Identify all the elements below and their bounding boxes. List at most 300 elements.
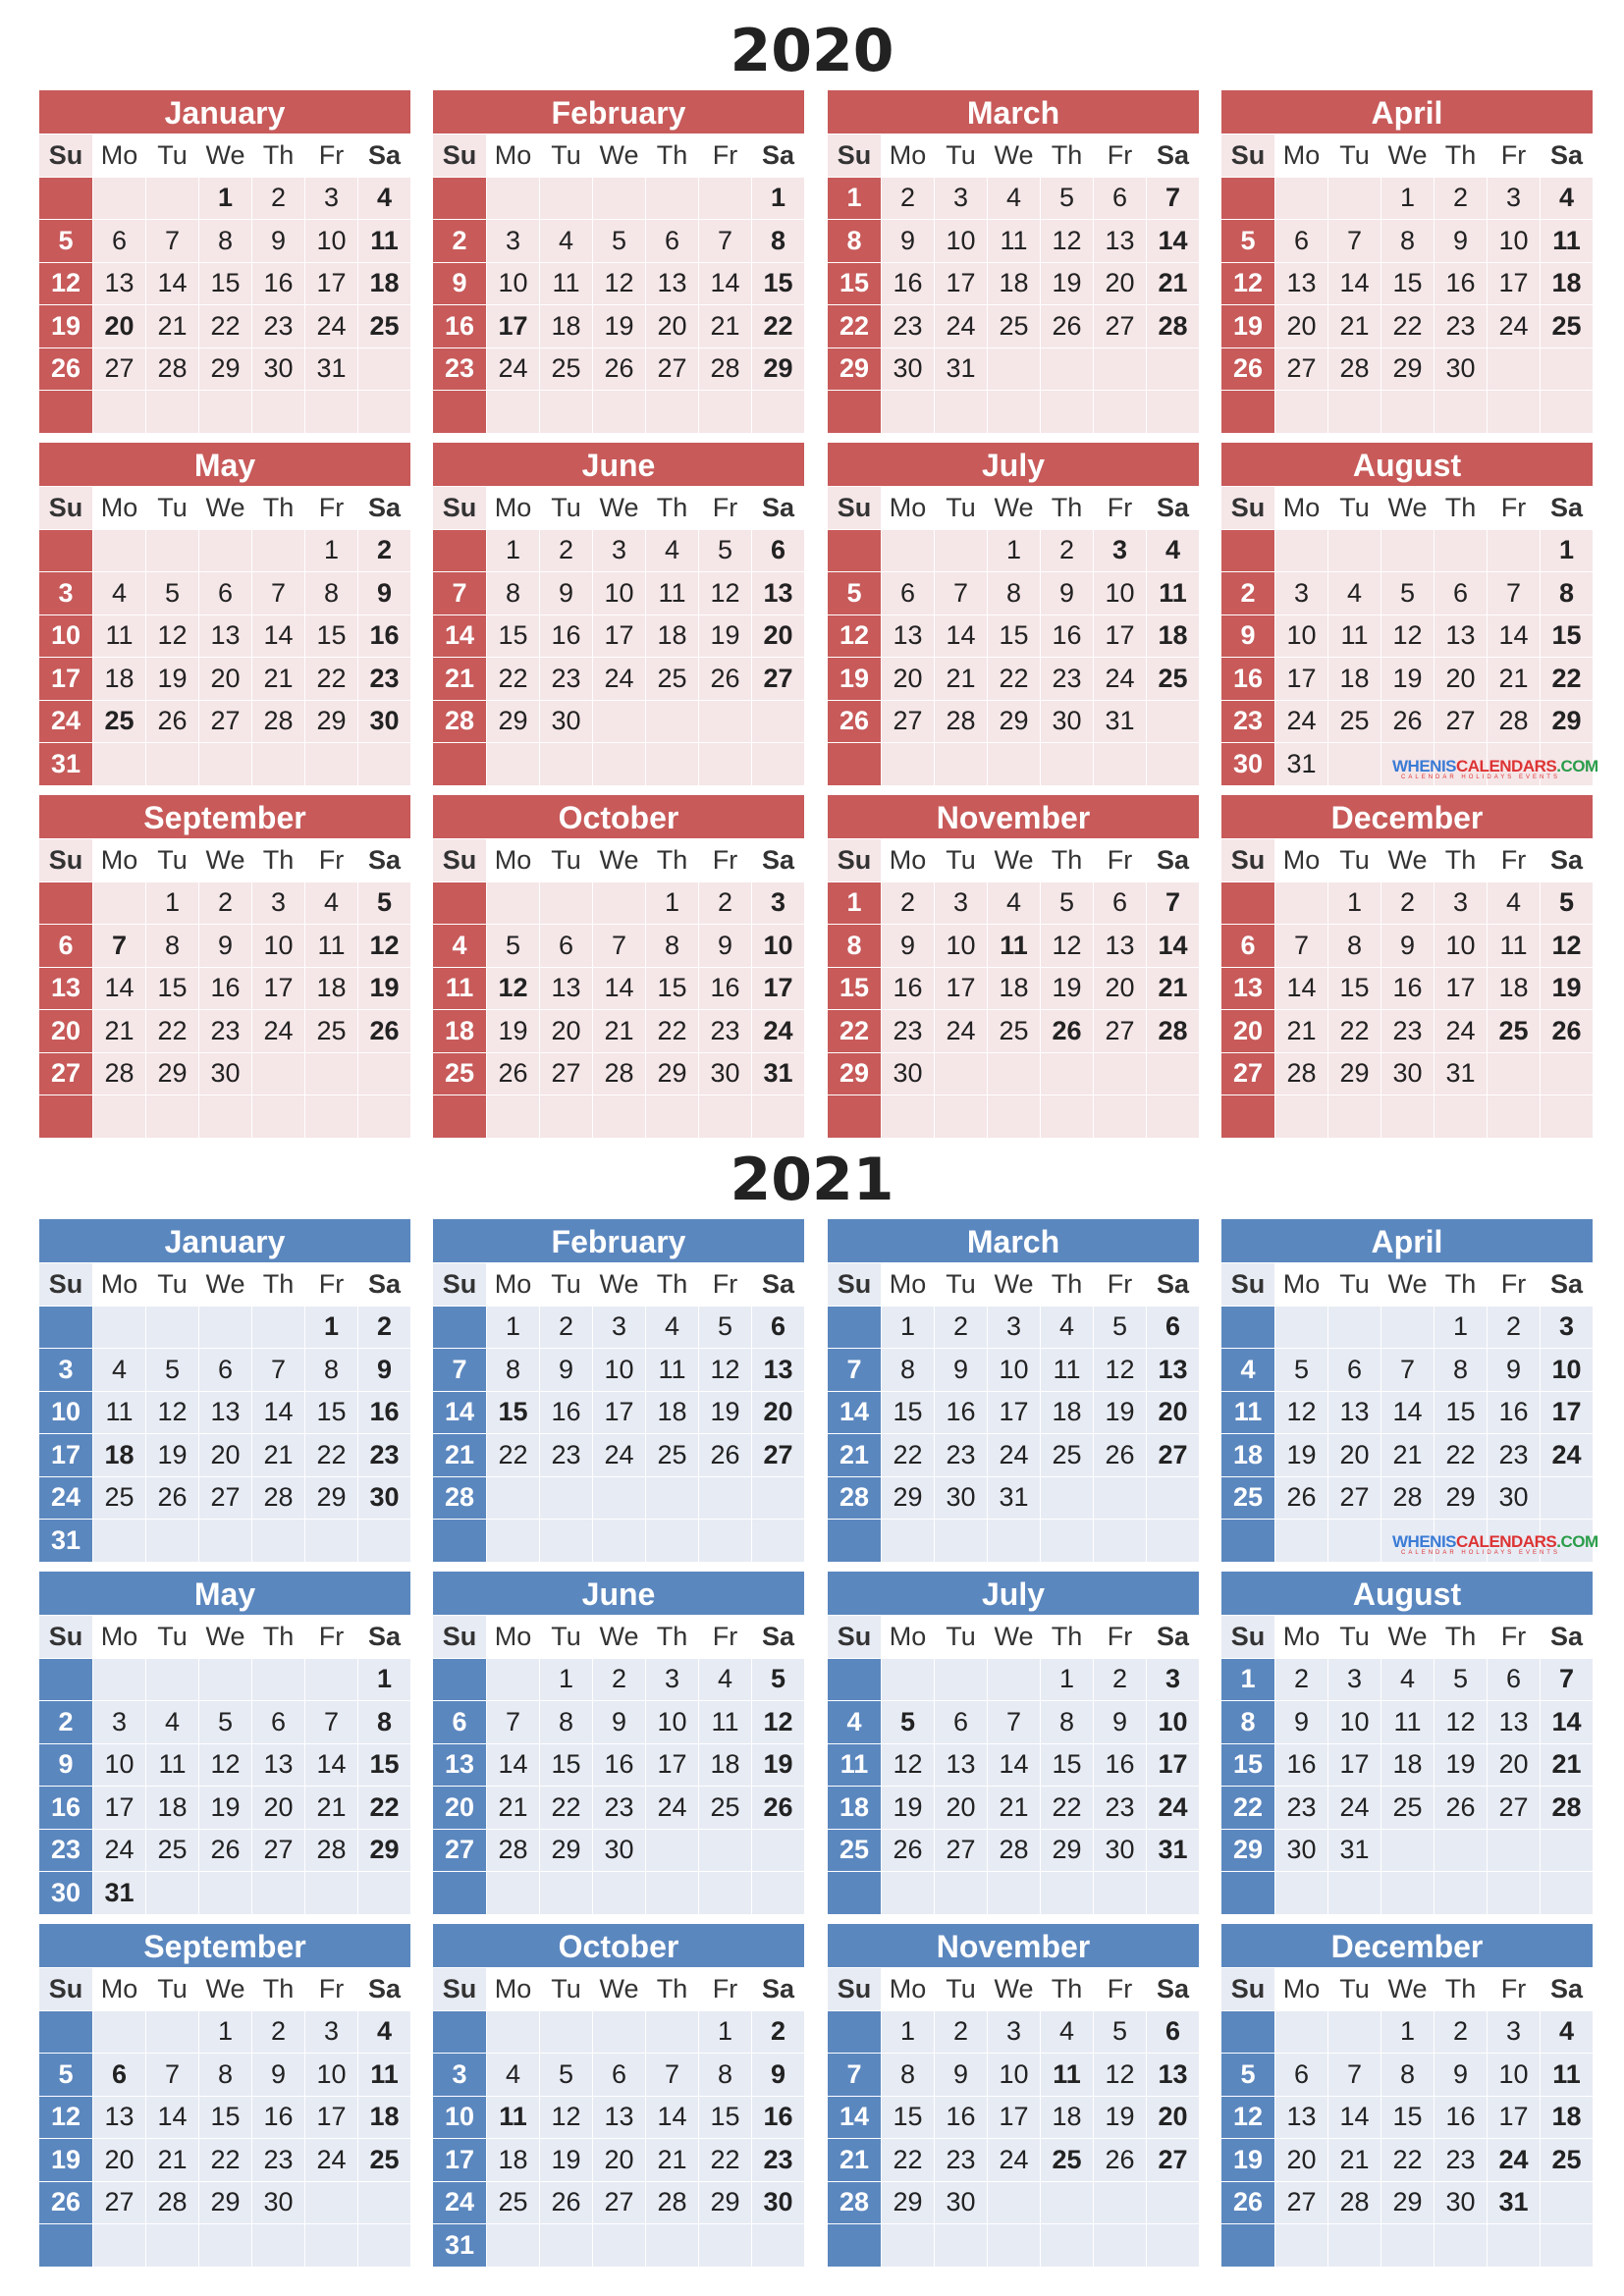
day-cell: 31 <box>1275 743 1327 785</box>
weekday-header: Sa <box>1541 134 1593 177</box>
day-cell: 1 <box>828 882 881 925</box>
day-grid <box>828 1262 1199 1562</box>
watermark-text: WHENISCALENDARS.COM <box>1392 757 1598 775</box>
day-cell: 7 <box>252 1349 304 1391</box>
weekday-header: Tu <box>935 134 987 177</box>
weekday-header: Sa <box>358 1968 410 2010</box>
day-cell: 3 <box>752 882 804 925</box>
day-cell: 4 <box>358 178 410 220</box>
day-cell: 18 <box>699 1744 751 1787</box>
day-cell: 25 <box>93 701 145 743</box>
day-cell: 14 <box>146 263 198 305</box>
day-cell: 23 <box>935 1434 987 1476</box>
empty-cell <box>1094 1520 1146 1562</box>
day-cell: 28 <box>305 1830 357 1872</box>
day-cell: 19 <box>1041 968 1093 1010</box>
empty-cell <box>146 1872 198 1914</box>
day-cell: 27 <box>199 1477 251 1520</box>
day-cell: 31 <box>1147 1830 1199 1872</box>
day-cell: 26 <box>487 1053 539 1095</box>
day-cell: 12 <box>699 572 751 614</box>
weekday-header: Tu <box>540 1616 592 1658</box>
day-cell: 1 <box>1541 530 1593 572</box>
day-grid <box>433 486 804 785</box>
empty-cell <box>305 2182 357 2224</box>
day-cell: 15 <box>828 263 881 305</box>
weekday-header: Sa <box>358 839 410 881</box>
empty-cell <box>699 391 751 433</box>
weekday-header: Sa <box>1147 839 1199 881</box>
day-cell: 4 <box>699 1659 751 1701</box>
weekday-header: Sa <box>1541 839 1593 881</box>
weekday-header: Th <box>1041 1968 1093 2010</box>
day-cell: 26 <box>1541 1010 1593 1052</box>
day-cell: 19 <box>199 1787 251 1829</box>
day-cell: 14 <box>146 2097 198 2139</box>
weekday-header: We <box>1381 487 1434 529</box>
day-cell: 31 <box>752 1053 804 1095</box>
day-cell: 2 <box>252 2011 304 2054</box>
day-cell: 11 <box>1041 2054 1093 2096</box>
weekday-header: Sa <box>358 1616 410 1658</box>
weekday-header: Su <box>433 1616 486 1658</box>
day-cell: 26 <box>146 701 198 743</box>
empty-cell <box>39 2011 92 2054</box>
day-cell: 22 <box>1381 2139 1434 2181</box>
weekday-header: Sa <box>358 487 410 529</box>
day-cell: 6 <box>199 1349 251 1391</box>
day-cell: 19 <box>752 1744 804 1787</box>
empty-cell <box>39 178 92 220</box>
day-cell: 19 <box>1221 2139 1274 2181</box>
day-cell: 11 <box>828 1744 881 1787</box>
weekday-header: Th <box>1041 134 1093 177</box>
weekday-header: We <box>199 134 251 177</box>
empty-cell <box>252 1053 304 1095</box>
day-cell: 15 <box>1541 615 1593 658</box>
month-calendar <box>39 1572 410 1914</box>
empty-cell <box>593 1477 645 1520</box>
day-cell: 5 <box>1094 2011 1146 2054</box>
day-cell: 30 <box>358 701 410 743</box>
day-cell: 28 <box>828 1477 881 1520</box>
month-name: August <box>1221 443 1593 486</box>
empty-cell <box>1147 1520 1199 1562</box>
day-cell: 3 <box>988 2011 1040 2054</box>
weekday-header: Th <box>252 487 304 529</box>
day-cell: 21 <box>252 658 304 700</box>
day-cell: 10 <box>1147 1701 1199 1743</box>
empty-cell <box>39 882 92 925</box>
day-cell: 19 <box>699 1392 751 1434</box>
day-cell: 2 <box>540 1307 592 1349</box>
day-cell: 19 <box>699 615 751 658</box>
empty-cell <box>1221 391 1274 433</box>
day-grid <box>433 1262 804 1562</box>
day-cell: 8 <box>305 572 357 614</box>
day-cell: 28 <box>1328 2182 1380 2224</box>
empty-cell <box>882 391 934 433</box>
day-cell: 4 <box>433 925 486 967</box>
day-cell: 30 <box>39 1872 92 1914</box>
empty-cell <box>593 701 645 743</box>
day-cell: 20 <box>93 2139 145 2181</box>
day-cell: 21 <box>433 658 486 700</box>
day-cell: 3 <box>1275 572 1327 614</box>
weekday-header: Fr <box>699 1616 751 1658</box>
month-calendar <box>828 795 1199 1138</box>
empty-cell <box>699 1477 751 1520</box>
day-cell: 17 <box>93 1787 145 1829</box>
day-cell: 26 <box>882 1830 934 1872</box>
day-cell: 17 <box>752 968 804 1010</box>
day-cell: 30 <box>1488 1477 1540 1520</box>
day-cell: 27 <box>540 1053 592 1095</box>
day-cell: 6 <box>1275 220 1327 262</box>
day-cell: 24 <box>39 701 92 743</box>
empty-cell <box>540 1095 592 1138</box>
day-cell: 30 <box>1435 348 1487 391</box>
month-calendar <box>1221 1572 1593 1914</box>
day-cell: 27 <box>1094 1010 1146 1052</box>
day-cell: 27 <box>39 1053 92 1095</box>
empty-cell <box>1435 391 1487 433</box>
day-cell: 14 <box>1328 263 1380 305</box>
day-cell: 21 <box>305 1787 357 1829</box>
day-cell: 25 <box>1541 2139 1593 2181</box>
day-cell: 13 <box>540 968 592 1010</box>
day-cell: 13 <box>1147 1349 1199 1391</box>
day-grid <box>39 1615 410 1914</box>
day-cell: 26 <box>1094 2139 1146 2181</box>
day-cell: 31 <box>1328 1830 1380 1872</box>
day-cell: 20 <box>1328 1434 1380 1476</box>
day-cell: 10 <box>1094 572 1146 614</box>
day-cell: 1 <box>1041 1659 1093 1701</box>
day-cell: 5 <box>699 530 751 572</box>
day-cell: 29 <box>752 348 804 391</box>
month-name: October <box>433 1924 804 1967</box>
day-grid <box>433 838 804 1138</box>
day-cell: 5 <box>593 220 645 262</box>
day-cell: 11 <box>358 2054 410 2096</box>
month-name: August <box>1221 1572 1593 1615</box>
empty-cell <box>93 1095 145 1138</box>
day-cell: 26 <box>1094 1434 1146 1476</box>
day-cell: 22 <box>1221 1787 1274 1829</box>
weekday-header: Th <box>1435 487 1487 529</box>
weekday-header: We <box>1381 1968 1434 2010</box>
watermark-subtext: CALENDAR HOLIDAYS EVENTS <box>1401 1550 1560 1556</box>
month-name: May <box>39 1572 410 1615</box>
empty-cell <box>1275 2224 1327 2267</box>
empty-cell <box>988 1095 1040 1138</box>
empty-cell <box>1221 178 1274 220</box>
day-grid <box>828 133 1199 433</box>
day-cell: 23 <box>1094 1787 1146 1829</box>
empty-cell <box>1541 391 1593 433</box>
day-cell: 27 <box>93 2182 145 2224</box>
day-cell: 24 <box>487 348 539 391</box>
empty-cell <box>487 1659 539 1701</box>
day-cell: 25 <box>1381 1787 1434 1829</box>
empty-cell <box>828 1095 881 1138</box>
day-cell: 22 <box>487 1434 539 1476</box>
empty-cell <box>93 743 145 785</box>
day-grid <box>1221 1262 1598 1562</box>
day-cell: 4 <box>646 530 698 572</box>
empty-cell <box>1094 743 1146 785</box>
weekday-header: We <box>593 487 645 529</box>
day-cell: 22 <box>199 2139 251 2181</box>
day-cell: 10 <box>1275 615 1327 658</box>
weekday-header: Su <box>1221 839 1274 881</box>
day-cell: 1 <box>199 178 251 220</box>
empty-cell <box>1147 1872 1199 1914</box>
day-cell: 18 <box>646 1392 698 1434</box>
empty-cell <box>646 2224 698 2267</box>
empty-cell <box>646 1872 698 1914</box>
day-cell: 3 <box>93 1701 145 1743</box>
day-cell: 16 <box>252 263 304 305</box>
day-cell: 26 <box>39 348 92 391</box>
empty-cell <box>199 1520 251 1562</box>
day-cell: 19 <box>39 2139 92 2181</box>
day-cell: 21 <box>593 1010 645 1052</box>
weekday-header: Mo <box>882 1968 934 2010</box>
day-cell: 23 <box>1381 1010 1434 1052</box>
empty-cell <box>646 178 698 220</box>
day-cell: 4 <box>487 2054 539 2096</box>
day-cell: 25 <box>358 2139 410 2181</box>
day-cell: 27 <box>752 1434 804 1476</box>
empty-cell <box>358 1095 410 1138</box>
day-cell: 6 <box>1094 178 1146 220</box>
day-cell: 11 <box>1541 2054 1593 2096</box>
weekday-header: Th <box>1041 1616 1093 1658</box>
month-calendar <box>39 1219 410 1562</box>
day-grid <box>39 133 410 433</box>
day-cell: 27 <box>1435 701 1487 743</box>
day-cell: 30 <box>252 348 304 391</box>
day-cell: 5 <box>1275 1349 1327 1391</box>
day-cell: 3 <box>39 1349 92 1391</box>
empty-cell <box>1435 1830 1487 1872</box>
day-cell: 6 <box>1147 2011 1199 2054</box>
day-cell: 12 <box>146 615 198 658</box>
day-cell: 14 <box>433 1392 486 1434</box>
day-cell: 21 <box>93 1010 145 1052</box>
day-cell: 4 <box>646 1307 698 1349</box>
weekday-header: Fr <box>305 839 357 881</box>
day-cell: 19 <box>1094 1392 1146 1434</box>
day-cell: 16 <box>1381 968 1434 1010</box>
empty-cell <box>146 1520 198 1562</box>
day-cell: 14 <box>252 1392 304 1434</box>
empty-cell <box>540 743 592 785</box>
empty-cell <box>882 1659 934 1701</box>
empty-cell <box>433 2011 486 2054</box>
day-cell: 18 <box>540 305 592 347</box>
day-cell: 26 <box>752 1787 804 1829</box>
day-cell: 7 <box>1147 178 1199 220</box>
empty-cell <box>1488 348 1540 391</box>
day-cell: 10 <box>593 572 645 614</box>
empty-cell <box>1147 743 1199 785</box>
day-cell: 28 <box>93 1053 145 1095</box>
day-cell: 29 <box>1541 701 1593 743</box>
empty-cell <box>93 391 145 433</box>
day-cell: 21 <box>1381 1434 1434 1476</box>
day-cell: 8 <box>752 220 804 262</box>
month-calendar <box>433 90 804 433</box>
empty-cell <box>988 348 1040 391</box>
day-cell: 11 <box>93 1392 145 1434</box>
day-cell: 13 <box>1488 1701 1540 1743</box>
day-cell: 5 <box>1381 572 1434 614</box>
weekday-header: Fr <box>1094 1263 1146 1306</box>
day-grid <box>39 486 410 785</box>
day-cell: 16 <box>1488 1392 1540 1434</box>
day-cell: 31 <box>433 2224 486 2267</box>
day-cell: 29 <box>646 1053 698 1095</box>
day-cell: 18 <box>828 1787 881 1829</box>
empty-cell <box>93 882 145 925</box>
empty-cell <box>1275 1520 1327 1562</box>
day-cell: 4 <box>540 220 592 262</box>
day-cell: 6 <box>540 925 592 967</box>
day-cell: 5 <box>752 1659 804 1701</box>
empty-cell <box>540 1520 592 1562</box>
empty-cell <box>646 743 698 785</box>
weekday-header: Su <box>433 134 486 177</box>
month-name: October <box>433 795 804 838</box>
weekday-header: Mo <box>882 1616 934 1658</box>
day-cell: 9 <box>1435 220 1487 262</box>
day-grid <box>828 1615 1199 1914</box>
day-cell: 17 <box>1435 968 1487 1010</box>
month-name: September <box>39 1924 410 1967</box>
empty-cell <box>882 1872 934 1914</box>
day-cell: 12 <box>828 615 881 658</box>
weekday-header: Fr <box>1094 487 1146 529</box>
weekday-header: Fr <box>1094 1968 1146 2010</box>
day-cell: 15 <box>1221 1744 1274 1787</box>
empty-cell <box>752 1520 804 1562</box>
day-cell: 25 <box>487 2182 539 2224</box>
day-cell: 19 <box>358 968 410 1010</box>
day-cell: 12 <box>1094 1349 1146 1391</box>
day-cell: 2 <box>39 1701 92 1743</box>
empty-cell <box>1541 2224 1593 2267</box>
day-cell: 20 <box>1147 1392 1199 1434</box>
empty-cell <box>1275 1095 1327 1138</box>
day-cell: 22 <box>487 658 539 700</box>
day-cell: 24 <box>593 658 645 700</box>
empty-cell <box>988 391 1040 433</box>
weekday-header: Sa <box>1147 1968 1199 2010</box>
day-cell: 10 <box>752 925 804 967</box>
day-cell: 2 <box>1435 2011 1487 2054</box>
day-cell: 29 <box>1435 1477 1487 1520</box>
day-cell: 11 <box>1147 572 1199 614</box>
empty-cell <box>988 1520 1040 1562</box>
day-cell: 30 <box>752 2182 804 2224</box>
weekday-header: Fr <box>1094 839 1146 881</box>
weekday-header: Mo <box>882 487 934 529</box>
day-cell: 7 <box>1328 220 1380 262</box>
day-cell: 25 <box>828 1830 881 1872</box>
weekday-header: We <box>199 1263 251 1306</box>
month-calendar <box>828 1219 1199 1562</box>
day-cell: 15 <box>305 1392 357 1434</box>
day-cell: 10 <box>1488 220 1540 262</box>
day-cell: 26 <box>699 658 751 700</box>
month-calendar <box>1221 1219 1598 1562</box>
empty-cell <box>252 2224 304 2267</box>
empty-cell <box>1541 1053 1593 1095</box>
day-cell: 10 <box>252 925 304 967</box>
day-cell: 23 <box>358 1434 410 1476</box>
empty-cell <box>252 1520 304 1562</box>
day-cell: 22 <box>1041 1787 1093 1829</box>
day-cell: 27 <box>1275 2182 1327 2224</box>
day-cell: 23 <box>540 658 592 700</box>
day-cell: 30 <box>882 348 934 391</box>
day-cell: 30 <box>252 2182 304 2224</box>
day-cell: 7 <box>146 2054 198 2096</box>
empty-cell <box>93 530 145 572</box>
day-cell: 21 <box>1147 263 1199 305</box>
month-calendar <box>39 1924 410 2267</box>
day-cell: 1 <box>487 530 539 572</box>
day-cell: 8 <box>199 220 251 262</box>
weekday-header: Tu <box>935 1616 987 1658</box>
empty-cell <box>1275 530 1327 572</box>
weekday-header: Sa <box>1147 1263 1199 1306</box>
day-cell: 3 <box>433 2054 486 2096</box>
day-cell: 6 <box>646 220 698 262</box>
day-cell: 21 <box>1275 1010 1327 1052</box>
empty-cell <box>540 1872 592 1914</box>
month-calendar <box>1221 1924 1593 2267</box>
day-cell: 26 <box>540 2182 592 2224</box>
day-cell: 5 <box>699 1307 751 1349</box>
day-cell: 28 <box>1275 1053 1327 1095</box>
empty-cell <box>39 2224 92 2267</box>
day-cell: 4 <box>1381 1659 1434 1701</box>
day-grid <box>1221 486 1598 785</box>
day-cell: 25 <box>1147 658 1199 700</box>
weekday-header: Fr <box>1488 1263 1540 1306</box>
day-cell: 26 <box>358 1010 410 1052</box>
day-cell: 29 <box>882 2182 934 2224</box>
day-cell: 27 <box>752 658 804 700</box>
day-cell: 28 <box>252 1477 304 1520</box>
day-cell: 30 <box>1041 701 1093 743</box>
day-cell: 18 <box>1541 263 1593 305</box>
day-cell: 21 <box>487 1787 539 1829</box>
day-cell: 23 <box>252 305 304 347</box>
day-cell: 10 <box>1488 2054 1540 2096</box>
weekday-header: Sa <box>1147 1616 1199 1658</box>
empty-cell <box>1381 391 1434 433</box>
day-cell: 29 <box>199 348 251 391</box>
month-name: June <box>433 443 804 486</box>
day-cell: 22 <box>988 658 1040 700</box>
empty-cell <box>487 1477 539 1520</box>
day-cell: 21 <box>1541 1744 1593 1787</box>
